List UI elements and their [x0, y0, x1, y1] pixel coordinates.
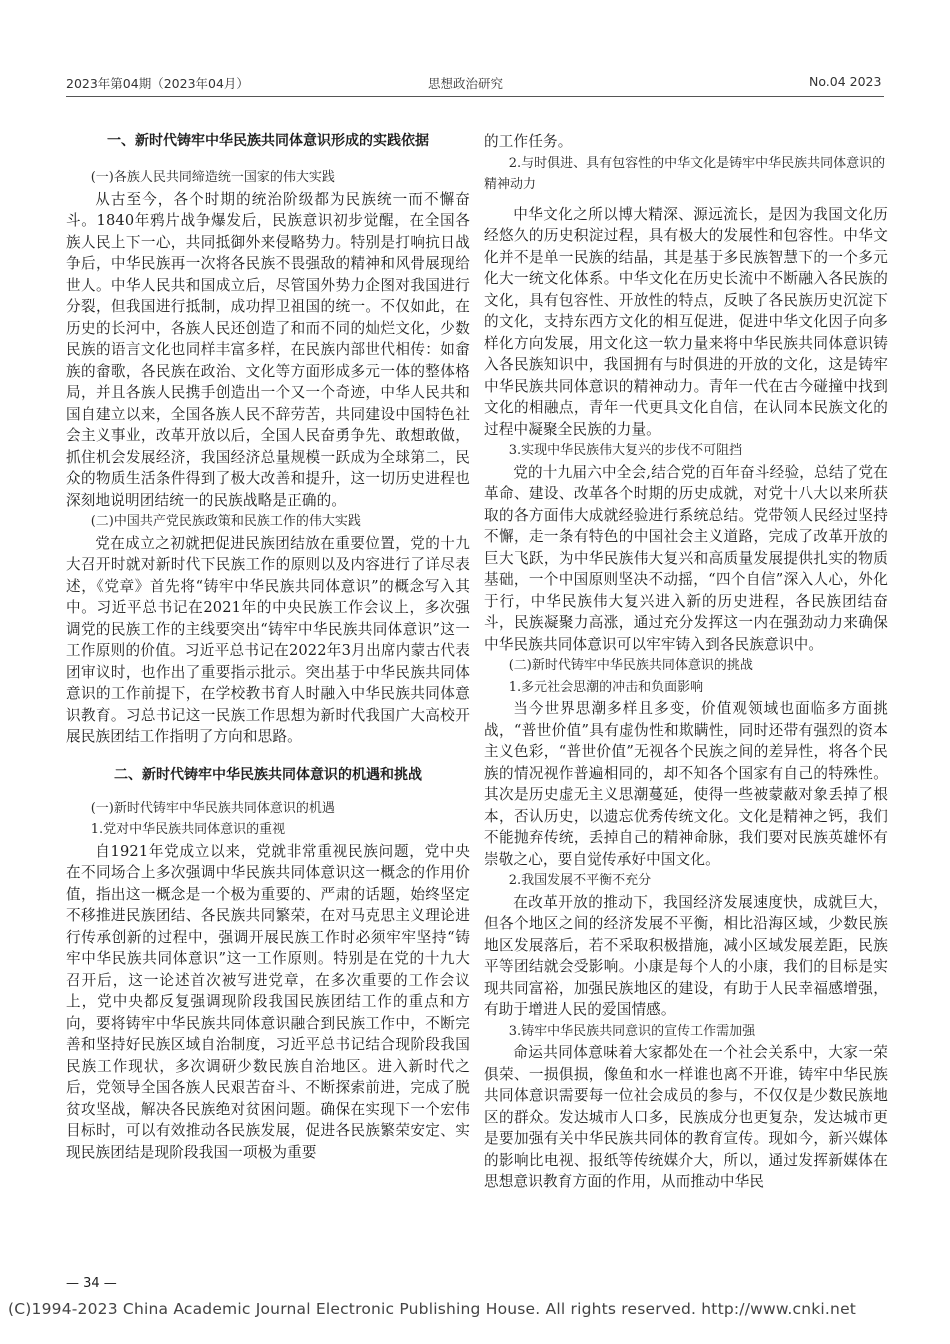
paragraph: 中华文化之所以博大精深、源远流长，是因为我国文化历经悠久的历史积淀过程，具有极大的发展性和包容性。中华文化并不是单一民族的结晶，其是基于多民族智慧下的一个多元化大一统文化体系。中华文化在历史长流中不断融入各民族的文化，具有包容性、开放性的特点，反映了各民族历史沉淀下的文化，支持东西方文化的相互促进，促进中华文化因子向多样化方向发展，用文化这一软力量来将中华民族共同体意识铸入各民族知识中，我国拥有与时俱进的开放的文化，这是铸牢中华民族共同体意识的精神动力。青年一代在古今碰撞中找到文化的相融点，青年一代更具文化自信，在认同本民族文化的过程中凝聚全民族的力量。: [484, 205, 888, 438]
page-number: — 34 —: [66, 1276, 117, 1291]
subsection-heading: 2.与时俱进、具有包容性的中华文化是铸牢中华民族共同体意识的精神动力: [484, 155, 886, 192]
paragraph: 当今世界思潮多样且多变，价值观领域也面临多方面挑战，“普世价值”具有虚伪性和欺瞒性，同时还带有强烈的资本主义色彩，“普世价值”无视各个民族之间的差异性，将各个民族的情况视作普遍相同的，却不知各个国家有自己的特殊性。其次是历史虚无主义思潮蔓延，使得一些被蒙蔽对象丢掉了根本，否认历史，以遗忘优秀传统文化。文化是精神之钙，我们不能抛弃传统，丢掉自己的精神命脉，我们要对民族英雄怀有崇敬之心，要自觉传承好中国文化。: [484, 700, 888, 868]
paragraph: 党在成立之初就把促进民族团结放在重要位置，党的十九大召开时就对新时代下民族工作的原则以及内容进行了详尽表述，《党章》首先将“铸牢中华民族共同体意识”的概念写入其中。习近平总书记在2021年的中央民族工作会议上，多次强调党的民族工作的主线要突出“铸牢中华民族共同体意识”这一工作原则的价值。习近平总书记在2022年3月出席内蒙古代表团审议时，也作出了重要指示批示。突出基于中华民族共同体意识的工作前提下，在学校教书育人时融入中华民族共同体意识教育。习总书记这一民族工作思想为新时代我国广大高校开展民族团结工作指明了方向和思路。: [66, 534, 470, 745]
paragraph: 在改革开放的推动下，我国经济发展速度快，成就巨大，但各个地区之间的经济发展不平衡，相比沿海区域，少数民族地区发展落后，若不采取积极措施，减小区域发展差距，民族平等团结就会受影响。小康是每个人的小康，我们的目标是实现共同富裕，加强民族地区的建设，有助于人民幸福感增强，有助于增进人民的爱国情感。: [484, 893, 888, 1018]
paragraph: 从古至今，各个时期的统治阶级都为民族统一而不懈奋斗。1840年鸦片战争爆发后，民族意识初步觉醒，在全国各族人民上下一心，共同抵御外来侵略势力。特别是打响抗日战争后，中华民族再一次将各民族不畏强敌的精神和风骨展现给世人。中华人民共和国成立后，尽管国外势力企图对我国进行分裂，但我国进行抵制，成功捍卫祖国的统一。不仅如此，在历史的长河中，各族人民还创造了和而不同的灿烂文化，少数民族的语言文化也同样丰富多样，在民族内部世代相传：如畲族的畲歌，各民族在政治、文化等方面形成多元一体的整体格局，并且各族人民携手创造出一个又一个奇迹，中华人民共和国自建立以来，全国各族人民不辞劳苦，共同建设中国特色社会主义事业，改革开放以后，全国人民奋勇争先、敢想敢做，抓住机会发展经济，我国经济总量规模一跃成为全球第二，民众的物质生活条件得到了极大改善和提升，这一切历史进程也深刻地说明团结统一的民族战略是正确的。: [66, 190, 470, 509]
paragraph: 命运共同体意味着大家都处在一个社会关系中，大家一荣俱荣、一损俱损，像鱼和水一样谁也离不开谁，铸牢中华民族共同体意识需要每一位社会成员的参与，不仅仅是少数民族地区的群众。发达城市人口多，民族成分也更复杂，发达城市更是要加强有关中华民族共同体的教育宣传。现如今，新兴媒体的影响比电视、报纸等传统媒介大，所以，通过发挥新媒体在思想意识教育方面的作用，从而推动中华民: [484, 1044, 888, 1190]
subsection-heading: 3.实现中华民族伟大复兴的步伐不可阻挡: [508, 443, 743, 458]
subsection-heading: (二)新时代铸牢中华民族共同体意识的挑战: [508, 658, 753, 673]
subsection-heading: 2.我国发展不平衡不充分: [508, 873, 652, 888]
paragraph: 自1921年党成立以来，党就非常重视民族问题，党中央在不同场合上多次强调中华民族共同体意识这一概念的作用价值，指出这一概念是一个极为重要的、严肃的话题，始终坚定不移推进民族团结、各民族共同繁荣，在对马克思主义理论进行传承创新的过程中，强调开展民族工作时必须牢牢坚持“铸牢中华民族共同体意识”这一工作原则。特别是在党的十九大召开后，这一论述首次被写进党章，在多次重要的工作会议上，党中央都反复强调现阶段我国民族团结工作的重点和方向，要将铸牢中华民族共同体意识融合到民族工作中，不断完善和坚持好民族区域自治制度，习近平总书记结合现阶段我国民族工作现状，多次调研少数民族自治地区。进入新时代之后，党领导全国各族人民艰苦奋斗、不断探索前进，完成了脱贫攻坚战，解决各民族绝对贫困问题。确保在实现下一个宏伟目标时，可以有效推动各民族发展，促进各民族繁荣安定、实现民族团结是现阶段我国一项极为重要: [66, 842, 470, 1161]
left-column: [66, 130, 470, 1163]
subsection-heading: (一)各族人民共同缔造统一国家的伟大实践: [90, 170, 335, 185]
subsection-heading: (二)中国共产党民族政策和民族工作的伟大实践: [90, 514, 361, 529]
subsection-heading: (一)新时代铸牢中华民族共同体意识的机遇: [90, 800, 335, 816]
issue-number: No.04 2023: [809, 74, 882, 89]
section-heading-2: 二、新时代铸牢中华民族共同体意识的机遇和挑战: [114, 766, 422, 783]
subsection-heading: 3.铸牢中华民族共同意识的宣传工作需加强: [508, 1023, 756, 1039]
journal-issue: 2023年第04期（2023年04月）: [66, 76, 249, 91]
paragraph: 的工作任务。: [484, 133, 573, 150]
right-column: [484, 131, 888, 1193]
subsection-heading: 1.多元社会思潮的冲击和负面影响: [508, 679, 704, 695]
subsection-heading: 1.党对中华民族共同体意识的重视: [90, 822, 286, 837]
journal-title: 思想政治研究: [428, 76, 504, 91]
paragraph: 党的十九届六中全会,结合党的百年奋斗经验，总结了党在革命、建设、改革各个时期的历史成就，对党十八大以来所获取的各方面伟大成就经验进行系统总结。党带领人民经过坚持不懈，走一条有特色的中国社会主义道路，完成了改革开放的巨大飞跃，为中华民族伟大复兴和高质量发展提供扎实的物质基础，一个中国原则坚决不动摇，“四个自信”深入人心，外化于行，中华民族伟大复兴进入新的历史进程，各民族团结奋斗，民族凝聚力高涨，通过充分发挥这一内在强劲动力来确保中华民族共同体意识可以牢牢铸入到各民族意识中。: [484, 463, 888, 653]
section-heading-1: 一、新时代铸牢中华民族共同体意识形成的实践依据: [107, 133, 429, 149]
copyright-line: (C)1994-2023 China Academic Journal Electronic Publishing House. All rights reserved. http://www.cnki.net: [8, 1300, 857, 1318]
header-rule: [66, 96, 884, 97]
